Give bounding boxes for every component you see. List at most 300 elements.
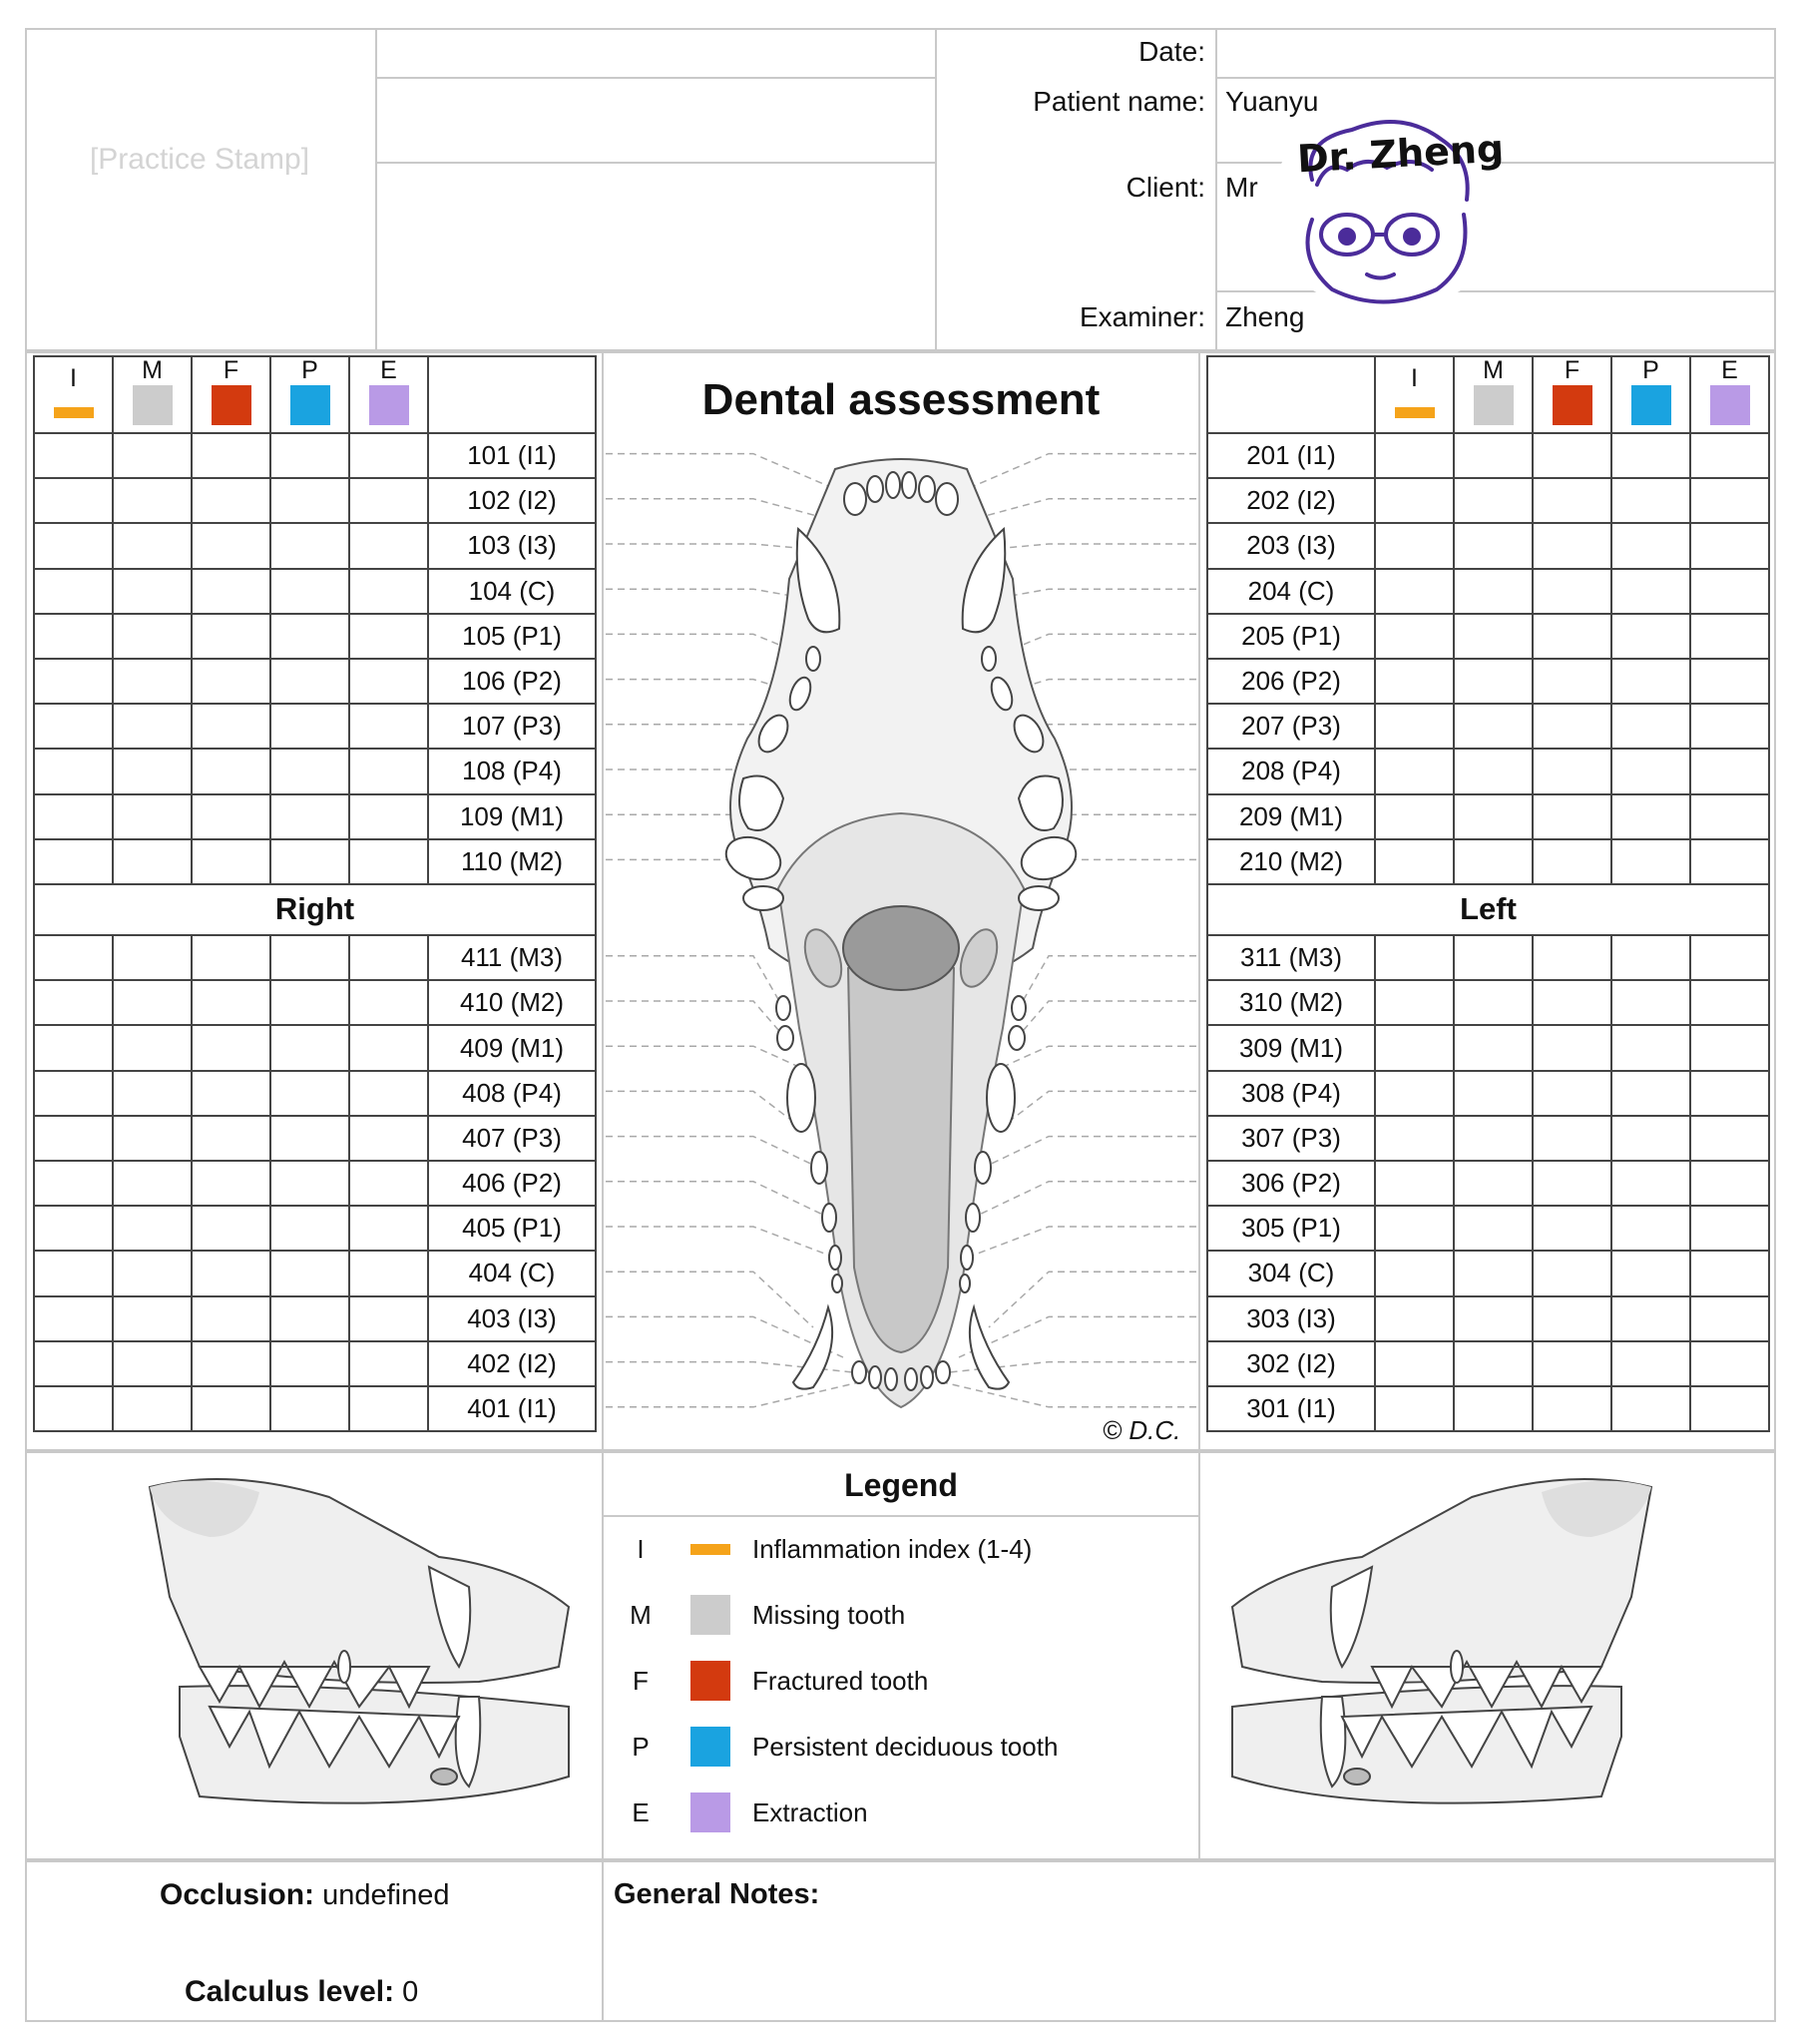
mark-cell-e[interactable] (1690, 614, 1769, 659)
mark-cell-e[interactable] (349, 614, 428, 659)
mark-cell-m[interactable] (1454, 659, 1533, 704)
mark-cell-m[interactable] (113, 1071, 192, 1116)
mark-cell-m[interactable] (113, 839, 192, 884)
mark-cell-e[interactable] (1690, 1116, 1769, 1161)
mark-cell-f[interactable] (1533, 1341, 1611, 1386)
mark-cell-e[interactable] (1690, 1251, 1769, 1295)
table-row (34, 749, 596, 793)
mark-cell-f[interactable] (192, 1116, 270, 1161)
mark-cell-e[interactable] (349, 1296, 428, 1341)
legend-label: Fractured tooth (752, 1665, 929, 1696)
mark-cell-m[interactable] (113, 749, 192, 793)
mark-cell-e[interactable] (1690, 478, 1769, 523)
mark-cell-m[interactable] (113, 523, 192, 568)
mark-cell-i[interactable] (34, 935, 113, 980)
col-header-f (192, 356, 270, 433)
col-swatch-e (369, 385, 409, 425)
mark-cell-f[interactable] (192, 749, 270, 793)
mark-cell-e[interactable] (1690, 1071, 1769, 1116)
mark-cell-f[interactable] (1533, 794, 1611, 839)
tooth-code: 203 (I3) (1207, 523, 1375, 568)
examiner-label: Examiner: (1079, 301, 1205, 332)
mark-cell-f[interactable] (1533, 1161, 1611, 1206)
mark-cell-f[interactable] (192, 478, 270, 523)
mark-cell-f[interactable] (192, 1251, 270, 1295)
tooth-code: 407 (P3) (428, 1116, 596, 1161)
section-label: Right (34, 884, 596, 935)
col-swatch-f (212, 385, 251, 425)
mark-cell-p[interactable] (1611, 1071, 1690, 1116)
mark-cell-e[interactable] (349, 704, 428, 749)
mark-cell-m[interactable] (1454, 1161, 1533, 1206)
mark-cell-p[interactable] (270, 980, 349, 1025)
mark-cell-p[interactable] (1611, 1296, 1690, 1341)
tooth-code: 204 (C) (1207, 569, 1375, 614)
mark-cell-m[interactable] (1454, 614, 1533, 659)
mark-cell-p[interactable] (1611, 1206, 1690, 1251)
mark-cell-p[interactable] (1611, 839, 1690, 884)
code-header (428, 356, 596, 433)
mark-cell-m[interactable] (113, 1161, 192, 1206)
mark-cell-i[interactable] (34, 749, 113, 793)
tooth-code: 207 (P3) (1207, 704, 1375, 749)
col-letter: E (380, 356, 397, 384)
mark-cell-i[interactable] (1375, 1296, 1454, 1341)
mark-cell-p[interactable] (270, 1161, 349, 1206)
table-row (34, 1071, 596, 1116)
mark-cell-p[interactable] (270, 523, 349, 568)
mark-cell-e[interactable] (349, 980, 428, 1025)
table-row (1207, 1296, 1769, 1341)
mark-cell-m[interactable] (113, 1386, 192, 1431)
tooth-code: 108 (P4) (428, 749, 596, 793)
tooth-code: 209 (M1) (1207, 794, 1375, 839)
leader-line (606, 1137, 819, 1168)
mark-cell-e[interactable] (1690, 569, 1769, 614)
mark-cell-m[interactable] (1454, 749, 1533, 793)
legend-label: Missing tooth (752, 1599, 906, 1630)
copyright-note: © D.C. (1103, 1415, 1181, 1445)
mark-cell-i[interactable] (1375, 569, 1454, 614)
mark-cell-e[interactable] (349, 1161, 428, 1206)
mark-cell-i[interactable] (1375, 1025, 1454, 1070)
patient-name-value[interactable]: Yuanyu (1225, 86, 1319, 117)
tooth-code: 205 (P1) (1207, 614, 1375, 659)
tooth-code: 109 (M1) (428, 794, 596, 839)
legend-title: Legend (844, 1467, 958, 1503)
mark-cell-p[interactable] (270, 1206, 349, 1251)
table-row (34, 1251, 596, 1295)
mark-cell-p[interactable] (270, 433, 349, 478)
mark-cell-e[interactable] (1690, 794, 1769, 839)
leader-line (983, 1137, 1196, 1168)
mark-cell-i[interactable] (1375, 839, 1454, 884)
mark-cell-p[interactable] (1611, 478, 1690, 523)
mark-cell-p[interactable] (270, 749, 349, 793)
mark-cell-f[interactable] (1533, 433, 1611, 478)
mark-cell-e[interactable] (349, 1341, 428, 1386)
mark-cell-m[interactable] (113, 614, 192, 659)
mark-cell-p[interactable] (1611, 980, 1690, 1025)
mark-cell-e[interactable] (1690, 1386, 1769, 1431)
mark-cell-i[interactable] (34, 1341, 113, 1386)
mark-cell-i[interactable] (34, 794, 113, 839)
mark-cell-m[interactable] (113, 1296, 192, 1341)
col-swatch-p (1631, 385, 1671, 425)
mark-cell-e[interactable] (349, 478, 428, 523)
mark-cell-e[interactable] (1690, 749, 1769, 793)
mark-cell-i[interactable] (1375, 1251, 1454, 1295)
mark-cell-m[interactable] (1454, 1341, 1533, 1386)
mark-cell-f[interactable] (192, 433, 270, 478)
mark-cell-m[interactable] (113, 980, 192, 1025)
mark-cell-m[interactable] (1454, 839, 1533, 884)
tooth-code: 101 (I1) (428, 433, 596, 478)
mark-cell-f[interactable] (1533, 704, 1611, 749)
mark-cell-e[interactable] (1690, 433, 1769, 478)
mark-cell-m[interactable] (113, 935, 192, 980)
mark-cell-i[interactable] (1375, 614, 1454, 659)
mark-cell-m[interactable] (113, 1206, 192, 1251)
mark-cell-p[interactable] (270, 614, 349, 659)
mark-cell-e[interactable] (1690, 1296, 1769, 1341)
calculus-value[interactable]: 0 (402, 1976, 419, 2008)
leader-line (943, 1382, 1196, 1407)
mark-cell-p[interactable] (270, 1341, 349, 1386)
mark-cell-m[interactable] (1454, 569, 1533, 614)
lower-divider-left (602, 1451, 604, 1860)
col-letter: I (1411, 363, 1418, 392)
mark-cell-e[interactable] (1690, 704, 1769, 749)
tooth-code: 408 (P4) (428, 1071, 596, 1116)
mark-cell-f[interactable] (192, 935, 270, 980)
tooth-code: 405 (P1) (428, 1206, 596, 1251)
mark-cell-i[interactable] (1375, 1341, 1454, 1386)
leader-line (606, 499, 828, 519)
table-row (34, 794, 596, 839)
mark-cell-f[interactable] (192, 1206, 270, 1251)
chart-title: Dental assessment (701, 375, 1101, 424)
mark-cell-i[interactable] (1375, 1161, 1454, 1206)
mark-cell-i[interactable] (34, 523, 113, 568)
mark-cell-p[interactable] (270, 704, 349, 749)
mark-cell-e[interactable] (349, 433, 428, 478)
mark-cell-i[interactable] (1375, 935, 1454, 980)
occlusion-value[interactable]: undefined (322, 1879, 450, 1911)
mark-cell-m[interactable] (113, 433, 192, 478)
mark-cell-m[interactable] (1454, 1296, 1533, 1341)
leader-line (967, 1227, 1196, 1258)
mark-cell-p[interactable] (1611, 433, 1690, 478)
mark-cell-i[interactable] (1375, 1206, 1454, 1251)
mark-cell-f[interactable] (1533, 569, 1611, 614)
mark-cell-f[interactable] (1533, 980, 1611, 1025)
mark-cell-p[interactable] (270, 478, 349, 523)
mark-cell-e[interactable] (1690, 839, 1769, 884)
table-row (1207, 1025, 1769, 1070)
table-row (1207, 794, 1769, 839)
mark-cell-e[interactable] (1690, 1025, 1769, 1070)
mark-cell-m[interactable] (1454, 794, 1533, 839)
table-row (1207, 839, 1769, 884)
mark-cell-p[interactable] (270, 1025, 349, 1070)
mark-cell-e[interactable] (349, 523, 428, 568)
mark-cell-f[interactable] (1533, 1116, 1611, 1161)
mark-cell-i[interactable] (34, 1296, 113, 1341)
col-header-i (1375, 356, 1454, 433)
mark-cell-e[interactable] (349, 1025, 428, 1070)
mark-cell-i[interactable] (1375, 704, 1454, 749)
mark-cell-m[interactable] (1454, 1025, 1533, 1070)
mark-cell-m[interactable] (1454, 1206, 1533, 1251)
tooth-code: 102 (I2) (428, 478, 596, 523)
mark-cell-e[interactable] (349, 1071, 428, 1116)
mark-cell-e[interactable] (349, 659, 428, 704)
legend-swatch (690, 1661, 730, 1701)
mark-cell-p[interactable] (270, 1296, 349, 1341)
mark-cell-e[interactable] (1690, 523, 1769, 568)
mark-cell-p[interactable] (270, 1251, 349, 1295)
table-row (1207, 1341, 1769, 1386)
mark-cell-f[interactable] (192, 614, 270, 659)
mark-cell-p[interactable] (1611, 1341, 1690, 1386)
mark-cell-f[interactable] (1533, 614, 1611, 659)
mark-cell-i[interactable] (1375, 749, 1454, 793)
leader-line (1001, 1046, 1196, 1068)
mark-cell-f[interactable] (192, 659, 270, 704)
col-header-p (1611, 356, 1690, 433)
mark-cell-f[interactable] (1533, 749, 1611, 793)
col-letter: E (1721, 356, 1738, 384)
table-row (34, 569, 596, 614)
mark-cell-p[interactable] (1611, 1025, 1690, 1070)
mark-cell-p[interactable] (1611, 659, 1690, 704)
mark-cell-e[interactable] (1690, 1161, 1769, 1206)
leader-line (606, 956, 783, 1008)
mark-cell-i[interactable] (1375, 980, 1454, 1025)
table-row (1207, 1206, 1769, 1251)
mark-cell-e[interactable] (1690, 1341, 1769, 1386)
mark-cell-e[interactable] (349, 1386, 428, 1431)
mark-cell-m[interactable] (1454, 1116, 1533, 1161)
mark-cell-f[interactable] (192, 794, 270, 839)
mark-cell-m[interactable] (113, 569, 192, 614)
mark-cell-i[interactable] (1375, 794, 1454, 839)
mark-cell-f[interactable] (192, 704, 270, 749)
mark-cell-i[interactable] (34, 839, 113, 884)
tooth-code: 202 (I2) (1207, 478, 1375, 523)
mark-cell-i[interactable] (1375, 1071, 1454, 1116)
mark-cell-p[interactable] (270, 839, 349, 884)
mark-cell-e[interactable] (1690, 935, 1769, 980)
tooth-code: 210 (M2) (1207, 839, 1375, 884)
mark-cell-m[interactable] (113, 704, 192, 749)
mark-cell-m[interactable] (1454, 1071, 1533, 1116)
leader-line (973, 1182, 1196, 1218)
mark-cell-m[interactable] (113, 1116, 192, 1161)
mark-cell-e[interactable] (349, 749, 428, 793)
mark-cell-i[interactable] (34, 1251, 113, 1295)
mark-cell-p[interactable] (1611, 749, 1690, 793)
legend-swatch (690, 1727, 730, 1767)
mark-cell-p[interactable] (1611, 1161, 1690, 1206)
mark-cell-i[interactable] (1375, 1386, 1454, 1431)
right-tooth-table (33, 355, 597, 1432)
mark-cell-p[interactable] (1611, 1116, 1690, 1161)
mark-cell-m[interactable] (1454, 704, 1533, 749)
mark-cell-p[interactable] (1611, 614, 1690, 659)
mark-cell-m[interactable] (1454, 1386, 1533, 1431)
mark-cell-i[interactable] (34, 1386, 113, 1431)
mark-cell-f[interactable] (1533, 839, 1611, 884)
general-notes-label: General Notes: (614, 1878, 820, 1910)
mark-cell-f[interactable] (192, 1025, 270, 1070)
mark-cell-f[interactable] (1533, 1296, 1611, 1341)
mark-cell-i[interactable] (34, 1116, 113, 1161)
mark-cell-i[interactable] (1375, 659, 1454, 704)
mark-cell-f[interactable] (192, 1341, 270, 1386)
mark-cell-m[interactable] (1454, 935, 1533, 980)
mark-cell-m[interactable] (113, 1341, 192, 1386)
mark-cell-f[interactable] (192, 1071, 270, 1116)
mark-cell-e[interactable] (349, 794, 428, 839)
client-value[interactable]: Mr (1225, 172, 1258, 203)
mark-cell-i[interactable] (34, 1071, 113, 1116)
mark-cell-i[interactable] (1375, 1116, 1454, 1161)
mark-cell-m[interactable] (1454, 433, 1533, 478)
mark-cell-e[interactable] (349, 1251, 428, 1295)
table-row (1207, 1071, 1769, 1116)
mark-cell-p[interactable] (270, 794, 349, 839)
tooth-code: 106 (P2) (428, 659, 596, 704)
mark-cell-m[interactable] (113, 1251, 192, 1295)
mark-cell-p[interactable] (270, 1071, 349, 1116)
mark-cell-m[interactable] (113, 478, 192, 523)
mark-cell-i[interactable] (34, 1025, 113, 1070)
section-label: Left (1207, 884, 1769, 935)
mark-cell-p[interactable] (270, 659, 349, 704)
mark-cell-i[interactable] (1375, 478, 1454, 523)
tooth-code: 311 (M3) (1207, 935, 1375, 980)
mark-cell-p[interactable] (1611, 794, 1690, 839)
mark-cell-i[interactable] (34, 1206, 113, 1251)
mark-cell-m[interactable] (113, 1025, 192, 1070)
mark-cell-m[interactable] (1454, 1251, 1533, 1295)
mark-cell-f[interactable] (1533, 1025, 1611, 1070)
tooth-code: 107 (P3) (428, 704, 596, 749)
mark-cell-f[interactable] (1533, 1251, 1611, 1295)
mark-cell-p[interactable] (1611, 1251, 1690, 1295)
col-letter: I (70, 363, 77, 392)
table-row (1207, 1161, 1769, 1206)
leader-line (994, 589, 1196, 599)
mark-cell-p[interactable] (1611, 704, 1690, 749)
leader-line (606, 1001, 785, 1038)
mark-cell-p[interactable] (1611, 523, 1690, 568)
mark-cell-m[interactable] (1454, 980, 1533, 1025)
col-letter: M (1483, 356, 1504, 384)
mark-cell-f[interactable] (192, 839, 270, 884)
legend-key: F (633, 1665, 649, 1696)
date-label: Date: (1138, 36, 1205, 67)
mark-cell-p[interactable] (270, 1116, 349, 1161)
mark-cell-m[interactable] (113, 794, 192, 839)
legend-item (611, 1790, 868, 1834)
col-header-f (1533, 356, 1611, 433)
mark-cell-f[interactable] (1533, 935, 1611, 980)
leader-line (606, 1182, 829, 1218)
col-header-p (270, 356, 349, 433)
mark-cell-e[interactable] (1690, 1206, 1769, 1251)
mark-cell-p[interactable] (270, 1386, 349, 1431)
mark-cell-f[interactable] (1533, 478, 1611, 523)
examiner-value[interactable]: Zheng (1225, 301, 1305, 332)
mark-cell-m[interactable] (113, 659, 192, 704)
mark-cell-i[interactable] (34, 614, 113, 659)
mark-cell-f[interactable] (1533, 1386, 1611, 1431)
mark-cell-f[interactable] (1533, 1071, 1611, 1116)
mark-cell-f[interactable] (192, 569, 270, 614)
general-notes-area[interactable] (614, 1921, 1761, 2011)
tooth-code: 302 (I2) (1207, 1341, 1375, 1386)
mark-cell-p[interactable] (1611, 569, 1690, 614)
mark-cell-e[interactable] (349, 1116, 428, 1161)
col-header-m (1454, 356, 1533, 433)
mark-cell-f[interactable] (192, 1161, 270, 1206)
mark-cell-i[interactable] (34, 704, 113, 749)
mark-cell-e[interactable] (1690, 980, 1769, 1025)
mark-cell-f[interactable] (192, 1386, 270, 1431)
mark-cell-e[interactable] (349, 839, 428, 884)
legend-item (611, 1659, 928, 1703)
mark-cell-f[interactable] (192, 523, 270, 568)
mark-cell-i[interactable] (34, 1161, 113, 1206)
mark-cell-i[interactable] (1375, 523, 1454, 568)
leader-line (1017, 1001, 1196, 1038)
mark-cell-f[interactable] (192, 980, 270, 1025)
mark-cell-e[interactable] (349, 1206, 428, 1251)
mark-cell-i[interactable] (34, 569, 113, 614)
mark-cell-p[interactable] (1611, 935, 1690, 980)
tooth-code: 110 (M2) (428, 839, 596, 884)
mark-cell-e[interactable] (1690, 659, 1769, 704)
tooth-code: 303 (I3) (1207, 1296, 1375, 1341)
leader-line (1029, 725, 1196, 734)
col-header-e (349, 356, 428, 433)
mark-cell-f[interactable] (1533, 659, 1611, 704)
mark-cell-p[interactable] (270, 569, 349, 614)
mark-cell-i[interactable] (34, 478, 113, 523)
mark-cell-i[interactable] (1375, 433, 1454, 478)
mark-cell-f[interactable] (192, 1296, 270, 1341)
mark-cell-p[interactable] (270, 935, 349, 980)
mark-cell-f[interactable] (1533, 523, 1611, 568)
mark-cell-m[interactable] (1454, 523, 1533, 568)
left-tooth-table (1206, 355, 1770, 1432)
table-row (34, 1386, 596, 1431)
tooth-code: 105 (P1) (428, 614, 596, 659)
mark-cell-f[interactable] (1533, 1206, 1611, 1251)
table-row (34, 839, 596, 884)
mark-cell-e[interactable] (349, 935, 428, 980)
mark-cell-m[interactable] (1454, 478, 1533, 523)
mark-cell-e[interactable] (349, 569, 428, 614)
mark-cell-p[interactable] (1611, 1386, 1690, 1431)
mark-cell-i[interactable] (34, 433, 113, 478)
mark-cell-i[interactable] (34, 980, 113, 1025)
tooth-code: 304 (C) (1207, 1251, 1375, 1295)
mark-cell-i[interactable] (34, 659, 113, 704)
